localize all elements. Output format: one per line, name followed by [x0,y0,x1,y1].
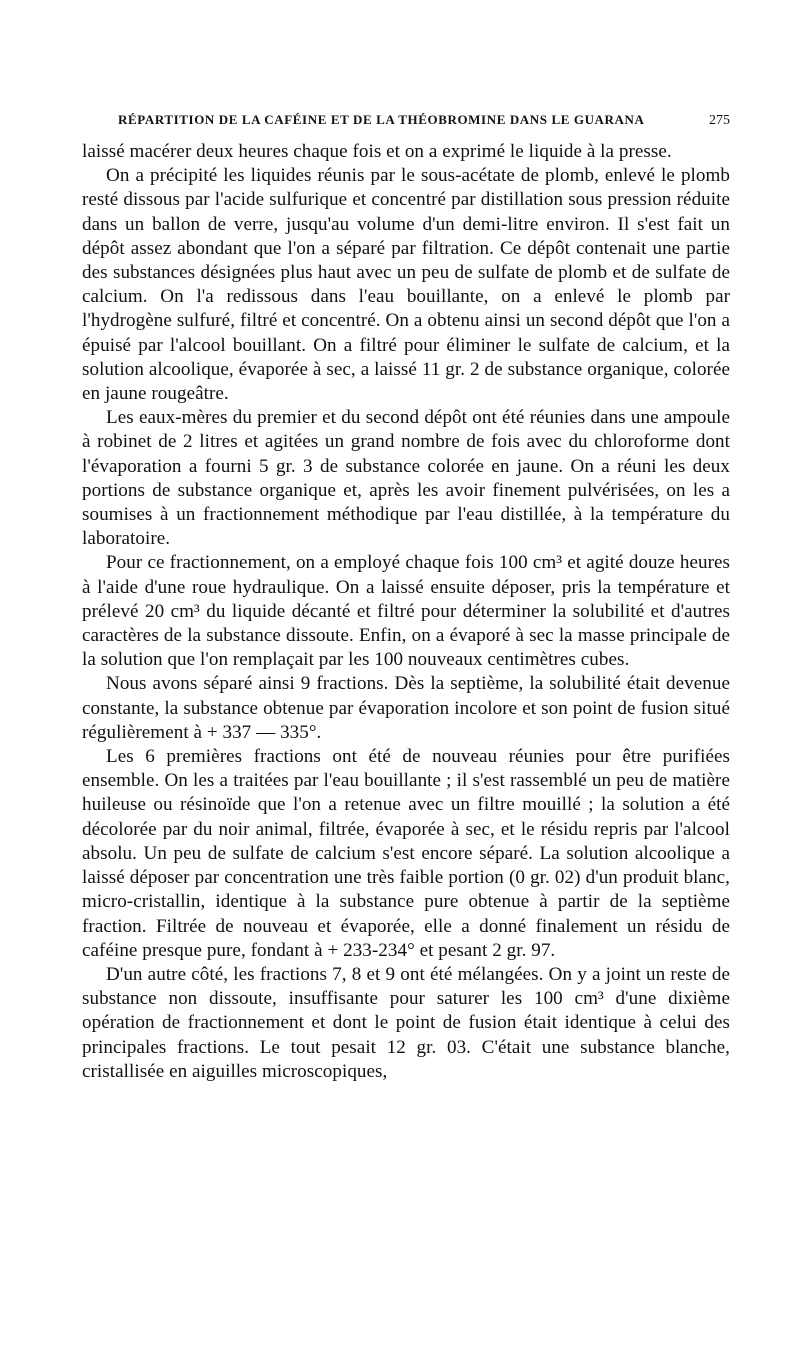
paragraph-4: Pour ce fractionnement, on a employé chaque fois 100 cm³ et agité douze heures à l'aide d'une roue hydraulique. On a laissé ensuite déposer, pris la température et prélevé 20 cm³ du liquide décanté et filtré pour déterminer la solubilité et d'autres caractères de la substance dissoute. Enfin, on a évaporé à sec la masse principale de la solution que l'on remplaçait par les 100 nouveaux centimètres cubes. [82,552,730,671]
body-text [82,140,730,1084]
paragraph-6: Les 6 premières fractions ont été de nouveau réunies pour être purifiées ensemble. On les a traitées par l'eau bouillante ; il s'est rassemblé un peu de matière huileuse ou résinoïde que l'on a retenue avec un filtre mouillé ; la solution a été décolorée par du noir animal, filtrée, évaporée à sec, et le résidu repris par l'alcool absolu. Un peu de sulfate de calcium s'est encore séparé. La solution alcoolique a laissé déposer par concentration une très faible portion (0 gr. 02) d'un produit blanc, micro-cristallin, identique à la substance pure obtenue à partir de la septième fraction. Filtrée de nouveau et évaporée, elle a donné finalement un résidu de caféine presque pure, fondant à + 233-234° et pesant 2 gr. 97. [82,746,730,961]
running-head-title: RÉPARTITION DE LA CAFÉINE ET DE LA THÉOBROMINE DANS LE GUARANA [118,112,645,127]
running-head [118,112,730,140]
paragraph-3: Les eaux-mères du premier et du second dépôt ont été réunies dans une ampoule à robinet de 2 litres et agitées un grand nombre de fois avec du chloroforme dont l'évaporation a fourni 5 gr. 3 de substance colorée en jaune. On a réuni les deux portions de substance organique et, après les avoir finement pulvérisées, on les a soumises à un fractionnement méthodique par l'eau distillée, à la température du laboratoire. [82,407,730,550]
book-page [82,112,730,1084]
paragraph-7: D'un autre côté, les fractions 7, 8 et 9 ont été mélangées. On y a joint un reste de substance non dissoute, insuffisante pour saturer les 100 cm³ d'une dixième opération de fractionnement et dont le point de fusion était identique à celui des principales fractions. Le tout pesait 12 gr. 03. C'était une substance blanche, cristallisée en aiguilles microscopiques, [82,963,730,1082]
paragraph-2: On a précipité les liquides réunis par le sous-acétate de plomb, enlevé le plomb resté dissous par l'acide sulfurique et concentré par distillation sous pression réduite dans un ballon de verre, jusqu'au volume d'un demi-litre environ. Il s'est fait un dépôt assez abondant que l'on a séparé par filtration. Ce dépôt contenait une partie des substances désignées plus haut avec un peu de sulfate de plomb et de sulfate de calcium. On l'a redissous dans l'eau bouillante, on a enlevé le plomb par l'hydrogène sulfuré, filtré et concentré. On a obtenu ainsi un second dépôt que l'on a épuisé par l'alcool bouillant. On a filtré pour éliminer le sulfate de calcium, et la solution alcoolique, évaporée à sec, a laissé 11 gr. 2 de substance organique, colorée en jaune rougeâtre. [82,165,730,405]
page-number: 275 [709,113,730,128]
paragraph-5: Nous avons séparé ainsi 9 fractions. Dès la septième, la solubilité était devenue constante, la substance obtenue par évaporation incolore et son point de fusion situé régulièrement à + 337 — 335°. [82,673,730,743]
paragraph-1: laissé macérer deux heures chaque fois et on a exprimé le liquide à la presse. [82,141,672,162]
